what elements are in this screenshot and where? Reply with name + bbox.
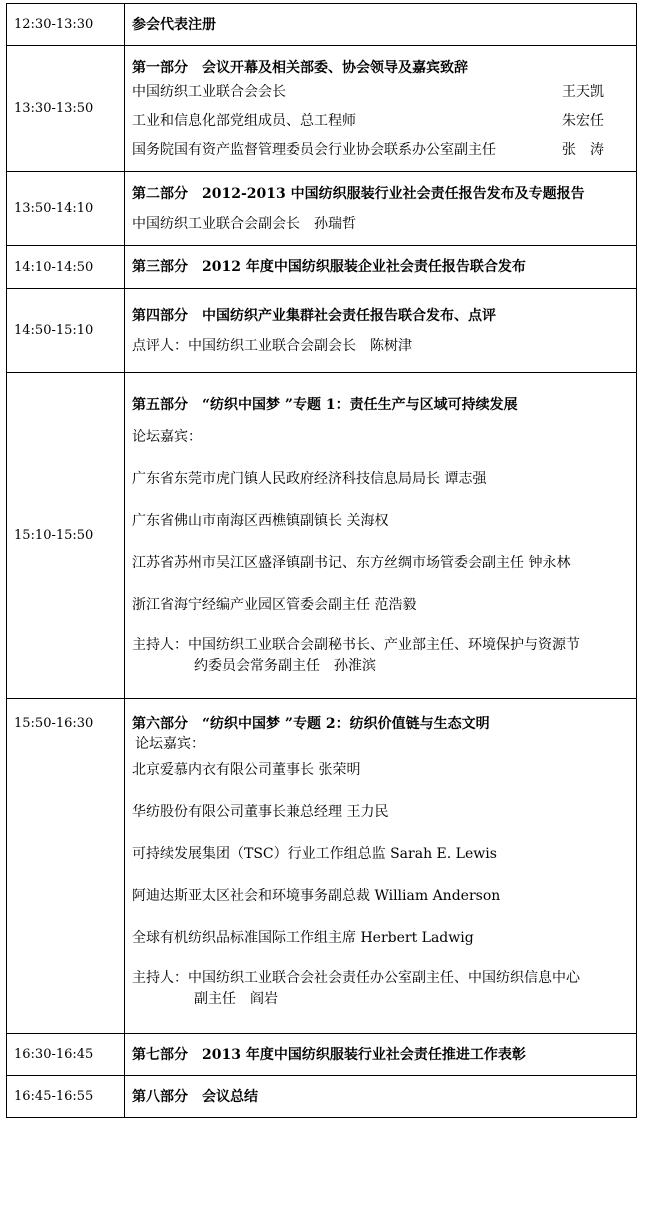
table-row xyxy=(7,172,637,246)
content-cell xyxy=(125,4,637,46)
content-cell xyxy=(125,373,637,699)
guest-item: 华纺股份有限公司董事长兼总经理 王力民 xyxy=(132,804,389,820)
guest-item: 江苏省苏州市吴江区盛泽镇副书记、东方丝绸市场管委会副主任 钟永林 xyxy=(132,554,571,571)
reviewer-line: 点评人：中国纺织工业联合会副会长 陈树津 xyxy=(132,337,412,354)
host-line xyxy=(132,968,632,1010)
host-text: 主持人：中国纺织工业联合会社会责任办公室副主任、中国纺织信息中心 xyxy=(132,970,580,986)
guests-label: 论坛嘉宾： xyxy=(132,428,202,445)
table-row xyxy=(7,4,637,46)
time-cell: 16:45-16:55 xyxy=(7,1076,125,1118)
speaker-title: 工业和信息化部党组成员、总工程师 xyxy=(132,112,356,129)
table-row xyxy=(7,246,637,289)
table-row xyxy=(7,289,637,373)
speaker-line xyxy=(132,82,632,102)
time-cell: 14:10-14:50 xyxy=(7,246,125,289)
host-text-cont: 副主任 阎岩 xyxy=(194,991,278,1007)
speaker-title: 国务院国有资产监督管理委员会行业协会联系办公室副主任 xyxy=(132,141,496,158)
section-heading: 参会代表注册 xyxy=(132,16,216,33)
speaker-line xyxy=(132,140,632,160)
section-heading: 第四部分 中国纺织产业集群社会责任报告联合发布、点评 xyxy=(132,307,496,324)
content-cell xyxy=(125,246,637,289)
speaker-name: 张 涛 xyxy=(562,141,604,158)
time-cell: 15:50-16:30 xyxy=(7,699,125,1034)
guest-item: 全球有机纺织品标准国际工作组主席 Herbert Ladwig xyxy=(132,930,474,946)
speaker-name: 王天凯 xyxy=(562,83,604,100)
guest-item: 浙江省海宁经编产业园区管委会副主任 范浩毅 xyxy=(132,596,417,613)
host-text-cont: 约委员会常务副主任 孙淮滨 xyxy=(194,657,376,674)
content-cell xyxy=(125,289,637,373)
section-heading: 第七部分 2013 年度中国纺织服装行业社会责任推进工作表彰 xyxy=(132,1046,526,1063)
section-heading: 第三部分 2012 年度中国纺织服装企业社会责任报告联合发布 xyxy=(132,259,526,275)
host-line xyxy=(132,635,632,677)
speaker-title: 中国纺织工业联合会会长 xyxy=(132,83,286,100)
time-cell: 12:30-13:30 xyxy=(7,4,125,46)
guest-item: 广东省佛山市南海区西樵镇副镇长 关海权 xyxy=(132,512,389,529)
table-row xyxy=(7,699,637,1034)
guest-item: 北京爱慕内衣有限公司董事长 张荣明 xyxy=(132,762,361,778)
time-cell: 15:10-15:50 xyxy=(7,373,125,699)
speaker-line: 中国纺织工业联合会副会长 孙瑞哲 xyxy=(132,215,356,232)
time-cell: 14:50-15:10 xyxy=(7,289,125,373)
section-heading: 第八部分 会议总结 xyxy=(132,1088,258,1105)
content-cell xyxy=(125,46,637,172)
table-row xyxy=(7,1076,637,1118)
table-row xyxy=(7,373,637,699)
host-text: 主持人：中国纺织工业联合会副秘书长、产业部主任、环境保护与资源节 xyxy=(132,636,580,653)
content-cell xyxy=(125,1076,637,1118)
table-row xyxy=(7,46,637,172)
speaker-name: 朱宏任 xyxy=(562,112,604,129)
section-heading: 第一部分 会议开幕及相关部委、协会领导及嘉宾致辞 xyxy=(132,59,468,76)
section-heading: 第二部分 2012-2013 中国纺织服装行业社会责任报告发布及专题报告 xyxy=(132,185,585,202)
content-cell xyxy=(125,172,637,246)
section-heading: 第五部分 “纺织中国梦 ”专题 1：责任生产与区域可持续发展 xyxy=(132,396,518,413)
time-cell: 13:50-14:10 xyxy=(7,172,125,246)
content-cell xyxy=(125,1034,637,1076)
guest-item: 可持续发展集团（TSC）行业工作组总监 Sarah E. Lewis xyxy=(132,846,497,862)
content-cell xyxy=(125,699,637,1034)
guests-label: 论坛嘉宾： xyxy=(135,736,205,752)
time-cell: 13:30-13:50 xyxy=(7,46,125,172)
time-cell: 16:30-16:45 xyxy=(7,1034,125,1076)
guest-item: 阿迪达斯亚太区社会和环境事务副总裁 William Anderson xyxy=(132,888,501,904)
speaker-line xyxy=(132,111,632,131)
section-heading: 第六部分 “纺织中国梦 ”专题 2：纺织价值链与生态文明 xyxy=(132,716,490,732)
guest-item: 广东省东莞市虎门镇人民政府经济科技信息局局长 谭志强 xyxy=(132,470,487,487)
table-row xyxy=(7,1034,637,1076)
agenda-table xyxy=(6,3,637,1118)
